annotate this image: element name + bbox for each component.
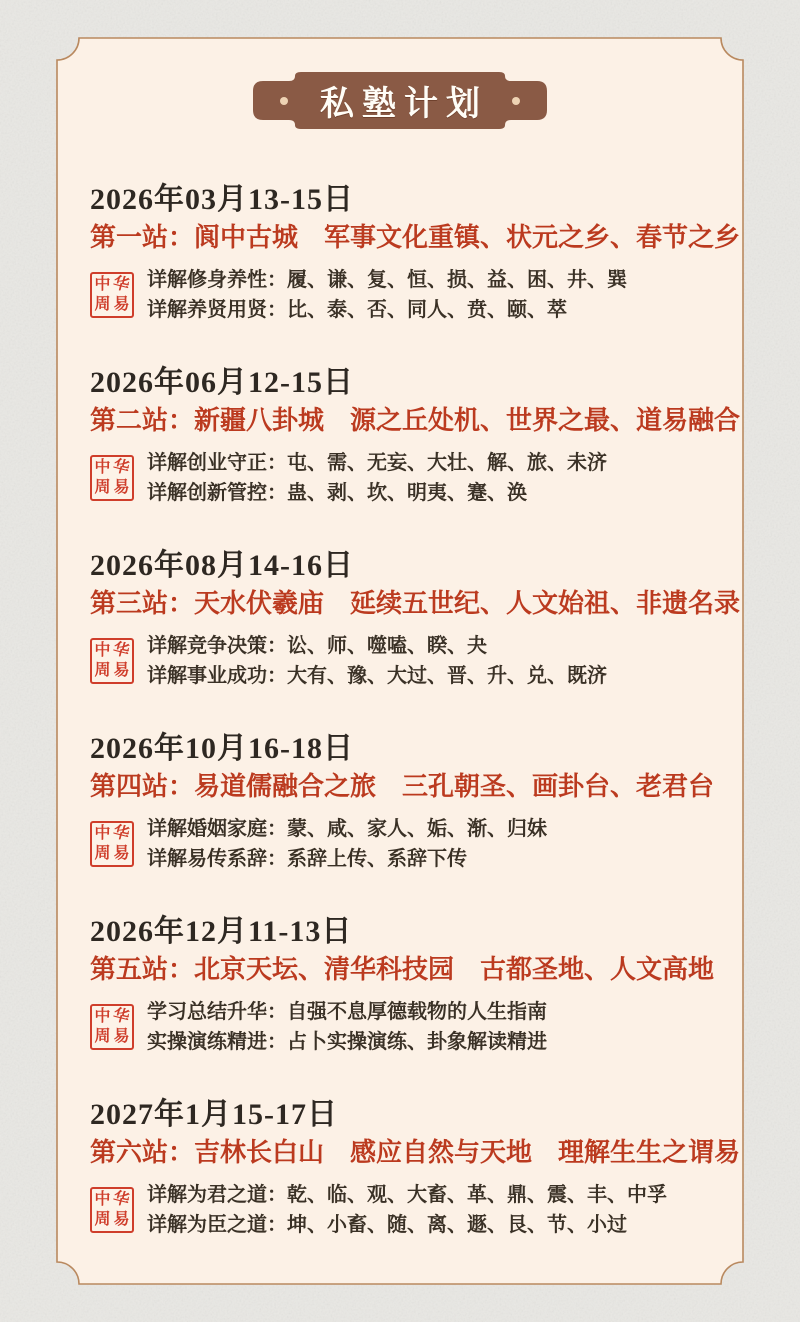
seal-char: 易 (113, 1211, 130, 1228)
trip-date: 2026年10月16-18日 (90, 732, 354, 765)
detail-lines (147, 997, 547, 1057)
detail-line: 详解修身养性：履、谦、复、恒、损、益、困、井、巽 (147, 269, 627, 291)
seal-char: 周 (94, 1211, 111, 1228)
detail-lines (147, 265, 627, 325)
seal-char: 中 (94, 1008, 111, 1025)
seal-char: 中 (94, 276, 111, 293)
zhouyi-seal-stamp-icon (90, 1004, 134, 1050)
title-plaque (253, 72, 547, 129)
plaque-left-dot-icon (280, 97, 288, 105)
trip-detail-row (90, 631, 710, 691)
detail-lines (147, 631, 607, 691)
detail-line: 详解为君之道：乾、临、观、大畜、革、鼎、震、丰、中孚 (147, 1184, 667, 1206)
seal-char: 中 (94, 825, 111, 842)
trip-date: 2026年06月12-15日 (90, 366, 354, 399)
seal-char: 中 (94, 642, 111, 659)
plaque-text-row (253, 72, 547, 129)
seal-char: 华 (111, 274, 132, 295)
seal-char: 周 (94, 1028, 111, 1045)
detail-lines (147, 814, 547, 874)
seal-char: 周 (94, 296, 111, 313)
detail-line: 实操演练精进：占卜实操演练、卦象解读精进 (147, 1031, 547, 1053)
trip-title: 第四站：易道儒融合之旅 三孔朝圣、画卦台、老君台 (90, 772, 715, 801)
detail-line: 详解创新管控：蛊、剥、坎、明夷、蹇、涣 (147, 482, 527, 504)
trip-section-1 (90, 183, 741, 325)
detail-lines (147, 1180, 667, 1240)
trip-detail-row (90, 997, 710, 1057)
seal-char: 中 (94, 1191, 111, 1208)
trip-date: 2026年03月13-15日 (90, 183, 354, 216)
trip-detail-row (90, 814, 710, 874)
trip-section-3 (90, 549, 741, 691)
zhouyi-seal-stamp-icon (90, 1187, 134, 1233)
trip-section-5 (90, 915, 715, 1057)
detail-line: 详解竞争决策：讼、师、噬嗑、睽、夬 (147, 635, 487, 657)
trip-section-4 (90, 732, 715, 874)
seal-char: 华 (111, 823, 132, 844)
seal-char: 华 (111, 640, 132, 661)
seal-char: 易 (113, 662, 130, 679)
trip-title: 第六站：吉林长白山 感应自然与天地 理解生生之谓易 (90, 1138, 741, 1167)
detail-line: 详解婚姻家庭：蒙、咸、家人、姤、渐、归妹 (147, 818, 547, 840)
seal-char: 华 (111, 457, 132, 478)
trip-date: 2027年1月15-17日 (90, 1098, 338, 1131)
trip-section-2 (90, 366, 741, 508)
seal-char: 中 (94, 459, 111, 476)
zhouyi-seal-stamp-icon (90, 638, 134, 684)
detail-lines (147, 448, 607, 508)
trip-detail-row (90, 448, 710, 508)
seal-char: 易 (113, 1028, 130, 1045)
seal-char: 周 (94, 479, 111, 496)
card-content (57, 37, 743, 1285)
zhouyi-seal-stamp-icon (90, 455, 134, 501)
seal-char: 易 (113, 296, 130, 313)
seal-char: 周 (94, 662, 111, 679)
trip-detail-row (90, 265, 710, 325)
trip-title: 第二站：新疆八卦城 源之丘处机、世界之最、道易融合 (90, 406, 741, 435)
seal-char: 华 (111, 1189, 132, 1210)
trip-date: 2026年12月11-13日 (90, 915, 353, 948)
zhouyi-seal-stamp-icon (90, 272, 134, 318)
trip-title: 第五站：北京天坛、清华科技园 古都圣地、人文高地 (90, 955, 715, 984)
trip-title: 第一站：阆中古城 军事文化重镇、状元之乡、春节之乡 (90, 223, 741, 252)
detail-line: 学习总结升华：自强不息厚德载物的人生指南 (147, 1001, 547, 1023)
page-title: 私塾计划 (320, 86, 488, 123)
trip-section-6 (90, 1098, 741, 1240)
detail-line: 详解养贤用贤：比、泰、否、同人、贲、颐、萃 (147, 299, 567, 321)
seal-char: 易 (113, 845, 130, 862)
trip-date: 2026年08月14-16日 (90, 549, 354, 582)
detail-line: 详解为臣之道：坤、小畜、随、离、遯、艮、节、小过 (147, 1214, 627, 1236)
detail-line: 详解创业守正：屯、需、无妄、大壮、解、旅、未济 (147, 452, 607, 474)
seal-char: 华 (111, 1006, 132, 1027)
detail-line: 详解事业成功：大有、豫、大过、晋、升、兑、既济 (147, 665, 607, 687)
trip-title: 第三站：天水伏羲庙 延续五世纪、人文始祖、非遗名录 (90, 589, 741, 618)
plaque-right-dot-icon (512, 97, 520, 105)
detail-line: 详解易传系辞：系辞上传、系辞下传 (147, 848, 467, 870)
seal-char: 周 (94, 845, 111, 862)
trip-detail-row (90, 1180, 710, 1240)
seal-char: 易 (113, 479, 130, 496)
zhouyi-seal-stamp-icon (90, 821, 134, 867)
